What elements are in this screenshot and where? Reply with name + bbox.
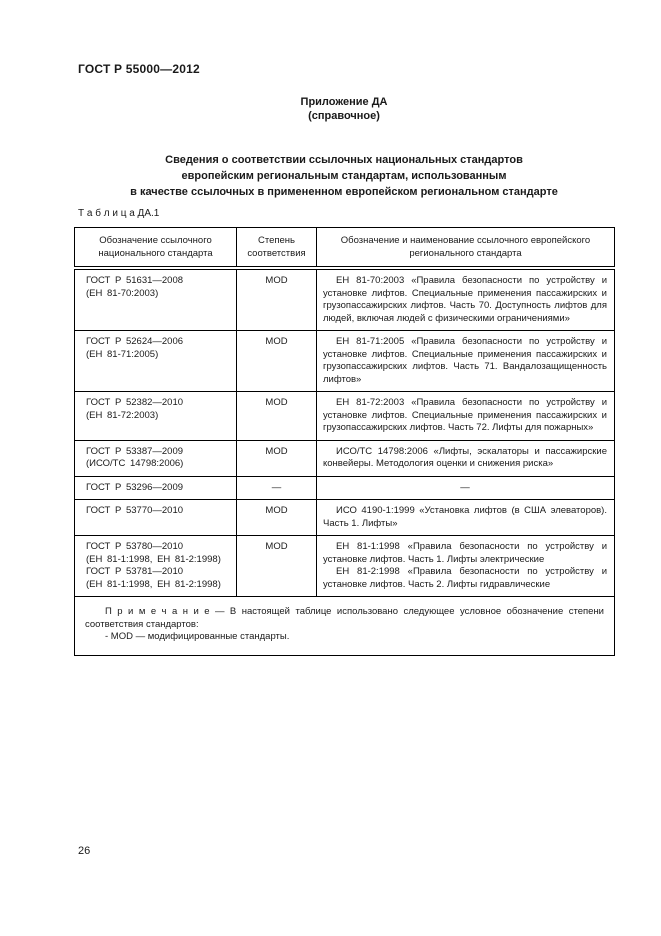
table-row [75, 500, 615, 536]
cell-european: ЕН 81-72:2003 «Правила безопасности по устройству и установке лифтов. Специальные применения пассажирских и грузопассажирских лифтов. Часть 72. Лифты для пожарных» [317, 392, 615, 441]
note-text: П р и м е ч а н и е — В настоящей таблице использовано следующее условное обозначение степени соответствия стандартов: [85, 606, 604, 630]
doc-number: ГОСТ Р 55000—2012 [78, 62, 200, 76]
cell-degree: MOD [237, 440, 317, 476]
cell-european: ИСО 4190-1:1999 «Установка лифтов (в США элеваторов). Часть 1. Лифты» [317, 500, 615, 536]
col-header-degree: Степень соответствия [237, 228, 317, 269]
cell-european: ЕН 81-71:2005 «Правила безопасности по устройству и установке лифтов. Специальные применения пассажирских и грузопассажирских лифтов. Часть 71. Вандалозащищенность лифтов» [317, 331, 615, 392]
cell-degree: — [237, 476, 317, 500]
cell-degree: MOD [237, 500, 317, 536]
cell-degree: MOD [237, 392, 317, 441]
cell-national: ГОСТ Р 53296—2009 [75, 476, 237, 500]
table-row [75, 392, 615, 441]
cell-european: ИСО/ТС 14798:2006 «Лифты, эскалаторы и пассажирские конвейеры. Методология оценки и снижения риска» [317, 440, 615, 476]
table-note-row [75, 597, 615, 656]
cell-national: ГОСТ Р 52382—2010 (ЕН 81-72:2003) [75, 392, 237, 441]
table-header-row [75, 228, 615, 269]
cell-national: ГОСТ Р 53770—2010 [75, 500, 237, 536]
cell-degree: MOD [237, 268, 317, 331]
table-row [75, 536, 615, 597]
cell-national: ГОСТ Р 51631—2008 (ЕН 81-70:2003) [75, 268, 237, 331]
annex-type: (справочное) [308, 110, 380, 122]
table-row [75, 331, 615, 392]
note-item-mod: - MOD — модифицированные стандарты. [105, 631, 290, 642]
table-row [75, 476, 615, 500]
cell-national: ГОСТ Р 53780—2010 (ЕН 81-1:1998, ЕН 81-2:1998) ГОСТ Р 53781—2010 (ЕН 81-1:1998, ЕН 81-2:1998) [75, 536, 237, 597]
cell-national: ГОСТ Р 53387—2009 (ИСО/ТС 14798:2006) [75, 440, 237, 476]
title-line-2: европейским региональным стандартам, использованным [181, 170, 507, 182]
cell-degree: MOD [237, 536, 317, 597]
col-header-national-standard: Обозначение ссылочного национального стандарта [75, 228, 237, 269]
table-note [75, 597, 615, 656]
cell-degree: MOD [237, 331, 317, 392]
table-label: Т а б л и ц а ДА.1 [78, 208, 160, 219]
annex-header [74, 95, 614, 123]
cell-european: — [317, 476, 615, 500]
col-header-european-standard: Обозначение и наименование ссылочного европейского регионального стандарта [317, 228, 615, 269]
title-line-1: Сведения о соответствии ссылочных национальных стандартов [165, 154, 523, 166]
table-row [75, 440, 615, 476]
cell-national: ГОСТ Р 52624—2006 (ЕН 81-71:2005) [75, 331, 237, 392]
page-number: 26 [78, 845, 91, 857]
table-row [75, 268, 615, 331]
cell-european: ЕН 81-1:1998 «Правила безопасности по устройству и установке лифтов. Часть 1. Лифты электрические ЕН 81-2:1998 «Правила безопасности по устройству и установке лифтов. Часть 2. Лифты гидравлические [317, 536, 615, 597]
title-line-3: в качестве ссылочных в примененном европейском региональном стандарте [130, 186, 558, 198]
cell-european: ЕН 81-70:2003 «Правила безопасности по устройству и установке лифтов. Специальные применения пассажирских и грузопассажирских лифтов. Часть 70. Доступность лифтов для людей, включая людей с физическими ограничениями» [317, 268, 615, 331]
standards-correspondence-table [74, 227, 615, 656]
annex-label: Приложение ДА [300, 96, 388, 108]
page-title [74, 152, 614, 200]
